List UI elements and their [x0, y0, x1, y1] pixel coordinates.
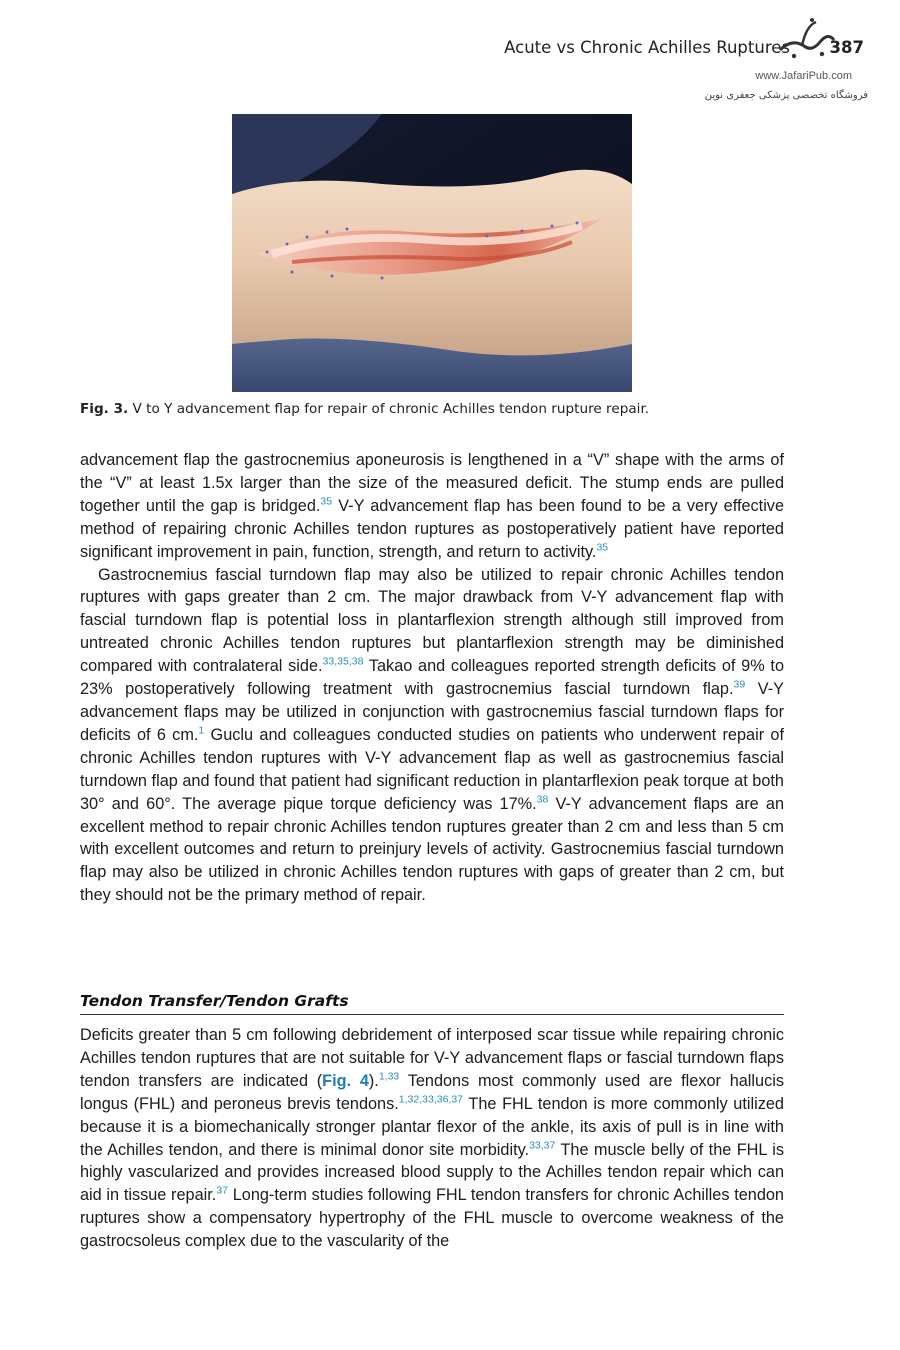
citation: 39	[733, 678, 746, 691]
citation: 37	[216, 1184, 228, 1197]
paragraph-2	[80, 564, 784, 908]
p3-text-2: ).	[368, 1071, 379, 1090]
citation: 35	[596, 541, 609, 554]
p2-text-4: Guclu and colleagues conducted studies on patients who underwent repair of chronic Achilles tendon ruptures with V-Y advancement flap as well as gastrocnemius fascial turndown flap and found that patient had significant reduction in plantarflexion peak torque at both 30° and 60°. The average pique torque deficiency was 17%.	[80, 725, 784, 813]
watermark-shop-name: فروشگاه تخصصی پزشکی جعفری نوین	[704, 90, 868, 101]
page-header	[0, 36, 900, 116]
citation: 1,33	[378, 1070, 400, 1083]
paragraph-3	[80, 1024, 784, 1253]
p1-text-1: advancement flap the gastrocnemius aponeurosis is lengthened in a “V” shape with the arms of the “V” at least 1.5x larger than the size of the measured deficit. The stump ends are pulled together until the gap is bridged.	[80, 451, 784, 515]
p2-text-1: Gastrocnemius fascial turndown flap may also be utilized to repair chronic Achilles tendon ruptures with gaps greater than 2 cm. The major drawback from V-Y advancement flap with fascial turndown flap is potential loss in plantarflexion strength although still improved from untreated chronic Achilles tendon ruptures but plantarflexion strength may be diminished compared with contralateral side.	[80, 565, 784, 676]
running-title: Acute vs Chronic Achilles Ruptures	[504, 38, 790, 57]
p3-text-6: Long-term studies following FHL tendon transfers for chronic Achilles tendon ruptures show a compensatory hypertrophy of the FHL muscle to overcome weakness of the gastrocsoleus complex due to the vascularity of the	[80, 1186, 784, 1251]
p3-text-3: Tendons most commonly used are flexor hallucis longus (FHL) and peroneus brevis tendons.	[80, 1071, 784, 1113]
citation: 38	[536, 793, 549, 806]
p2-text-2: Takao and colleagues reported strength deficits of 9% to 23% postoperatively following treatment with gastrocnemius fascial turndown flap.	[80, 657, 784, 699]
p1-text-2: V-Y advancement flap has been found to be a very effective method of repairing chronic Achilles tendon ruptures as postoperatively patient have reported significant improvement in pain, function, strength, and return to activity.	[80, 496, 785, 561]
citation: 1	[198, 724, 205, 737]
p2-text-3: V-Y advancement flaps may be utilized in conjunction with gastrocnemius fascial turndown flaps for deficits of 6 cm.	[80, 680, 784, 744]
citation: 33,35,38	[322, 655, 364, 668]
section-heading: Tendon Transfer/Tendon Grafts	[80, 992, 784, 1015]
citation: 35	[320, 495, 333, 508]
p2-text-5: V-Y advancement flaps are an excellent method to repair chronic Achilles tendon ruptures greater than 2 cm and less than 5 cm with excellent outcomes and return to preinjury levels of activity. Gastrocnemius fascial turndown flap may also be utilized in chronic Achilles tendon ruptures with gaps of greater than 2 cm, but they should not be the primary method of repair.	[80, 794, 784, 905]
watermark-url: www.JafariPub.com	[755, 70, 852, 82]
p3-text-1: Deficits greater than 5 cm following debridement of interposed scar tissue while repairing chronic Achilles tendon ruptures that are not suitable for V-Y advancement flaps or fascial turndown flaps tendon transfers are indicated (	[80, 1026, 784, 1090]
figure-reference-link[interactable]: Fig. 4	[322, 1071, 369, 1090]
citation: 1,32,33,36,37	[398, 1093, 464, 1106]
body-text-upper	[80, 449, 784, 907]
figure-caption-text: V to Y advancement flap for repair of chronic Achilles tendon rupture repair.	[132, 401, 650, 417]
p3-text-4: The FHL tendon is more commonly utilized because it is a biomechanically stronger plantar flexor of the ankle, its axis of pull is in line with the Achilles tendon, and there is minimal donor site morbidity.	[80, 1094, 784, 1159]
figure-caption	[80, 401, 800, 417]
paragraph-1	[80, 449, 784, 564]
p3-text-5: The muscle belly of the FHL is highly vascularized and provides increased blood supply to the Achilles tendon repair which can aid in tissue repair.	[80, 1140, 784, 1205]
surgical-photo	[232, 114, 632, 392]
citation: 33,37	[529, 1139, 556, 1152]
figure-label: Fig. 3.	[80, 401, 129, 417]
page-number: 387	[829, 38, 864, 57]
body-text-lower	[80, 1024, 784, 1253]
